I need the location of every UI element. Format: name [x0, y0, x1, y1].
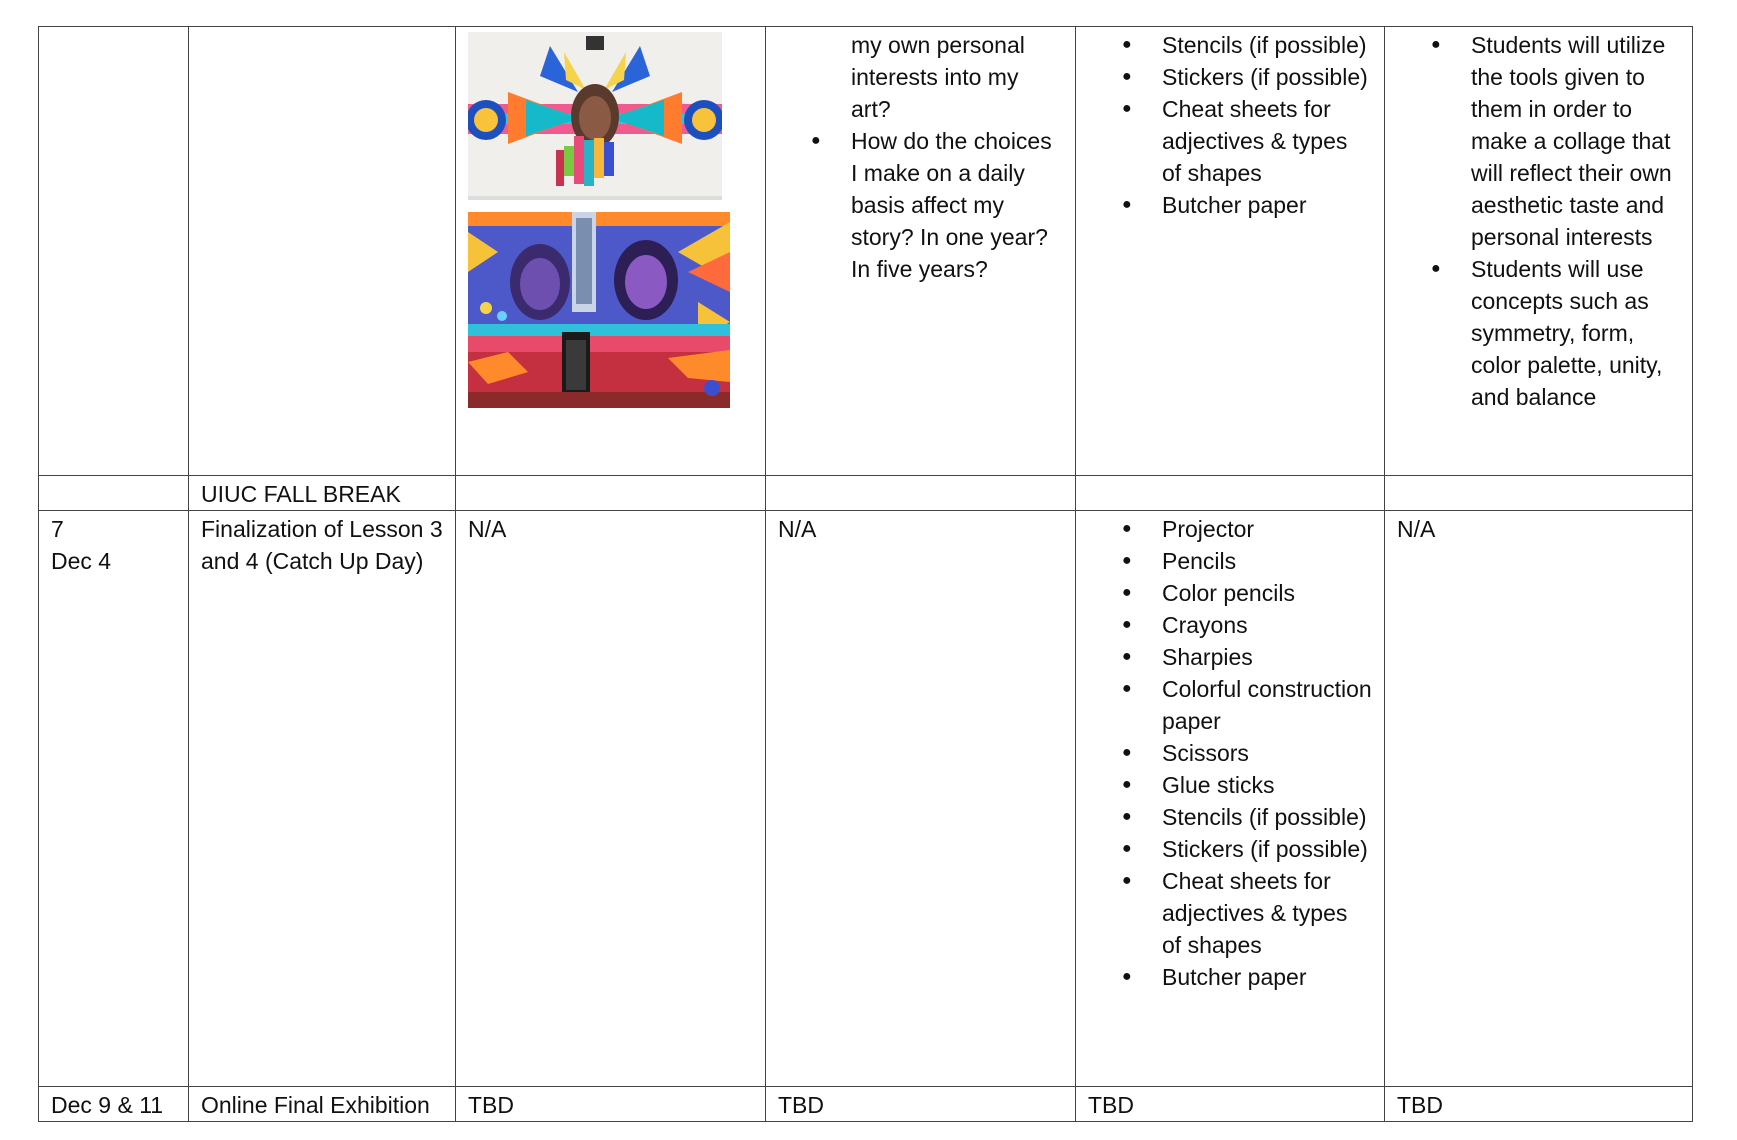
list-item: ● Stencils (if possible) [1162, 29, 1372, 61]
materials-list [1162, 513, 1372, 993]
cell-week-empty [39, 476, 189, 511]
list-item: ● Colorful construction paper [1162, 673, 1372, 737]
cell-break-label: UIUC FALL BREAK [189, 476, 456, 511]
cell-visual-examples: N/A [456, 511, 766, 1087]
list-item: ● Butcher paper [1162, 189, 1372, 221]
list-item: ● Stickers (if possible) [1162, 61, 1372, 93]
cell-essential-questions: N/A [766, 511, 1076, 1087]
cell-week [39, 511, 189, 1087]
list-item: ● Sharpies [1162, 641, 1372, 673]
cell-objectives: N/A [1385, 511, 1693, 1087]
list-item: ● Stickers (if possible) [1162, 833, 1372, 865]
table-row-final-exhibition [39, 1087, 1693, 1122]
cell-objectives: TBD [1385, 1087, 1693, 1122]
list-item: ● Color pencils [1162, 577, 1372, 609]
cell-essential-questions: TBD [766, 1087, 1076, 1122]
cell-essential-questions [766, 27, 1076, 476]
list-item: ● Students will use concepts such as symmetry, form, color palette, unity, and balance [1471, 253, 1680, 413]
cell-topic: Online Final Exhibition [189, 1087, 456, 1122]
list-item: ● Cheat sheets for adjectives & types of shapes [1162, 93, 1372, 189]
cell-week: Dec 9 & 11 [39, 1087, 189, 1122]
week-date: Dec 4 [51, 548, 112, 574]
cell-empty [456, 476, 766, 511]
list-item: ● Cheat sheets for adjectives & types of shapes [1162, 865, 1372, 961]
list-item: ● Pencils [1162, 545, 1372, 577]
list-item: ● Butcher paper [1162, 961, 1372, 993]
cell-topic-empty [189, 27, 456, 476]
question-continuation: my own personal interests into my art? [851, 32, 1025, 122]
list-item: ● Students will utilize the tools given to them in order to make a collage that will reflect their own aesthetic taste and personal interests [1471, 29, 1680, 253]
cell-visual-examples [456, 27, 766, 476]
table-row-fall-break [39, 476, 1693, 511]
materials-list [1162, 29, 1372, 221]
cell-visual-examples: TBD [456, 1087, 766, 1122]
question-list [851, 125, 1063, 285]
cell-empty [766, 476, 1076, 511]
table-row-continued [39, 27, 1693, 476]
list-item: ● Scissors [1162, 737, 1372, 769]
cell-empty [1076, 476, 1385, 511]
list-item: ● How do the choices I make on a daily basis affect my story? In one year? In five years? [851, 125, 1063, 285]
mural-image-portrait [468, 32, 722, 200]
cell-materials: TBD [1076, 1087, 1385, 1122]
cell-topic: Finalization of Lesson 3 and 4 (Catch Up Day) [189, 511, 456, 1087]
list-item: ● Glue sticks [1162, 769, 1372, 801]
lesson-plan-table [38, 26, 1693, 1122]
cell-week-empty [39, 27, 189, 476]
cell-materials [1076, 27, 1385, 476]
lesson-plan-page [38, 26, 1692, 1122]
cell-objectives [1385, 27, 1693, 476]
mural-image-building [468, 212, 730, 408]
week-number: 7 [51, 516, 64, 542]
table-row-week-7 [39, 511, 1693, 1087]
cell-empty [1385, 476, 1693, 511]
cell-materials [1076, 511, 1385, 1087]
list-item: ● Crayons [1162, 609, 1372, 641]
list-item: ● Stencils (if possible) [1162, 801, 1372, 833]
objectives-list [1471, 29, 1680, 413]
list-item: ● Projector [1162, 513, 1372, 545]
